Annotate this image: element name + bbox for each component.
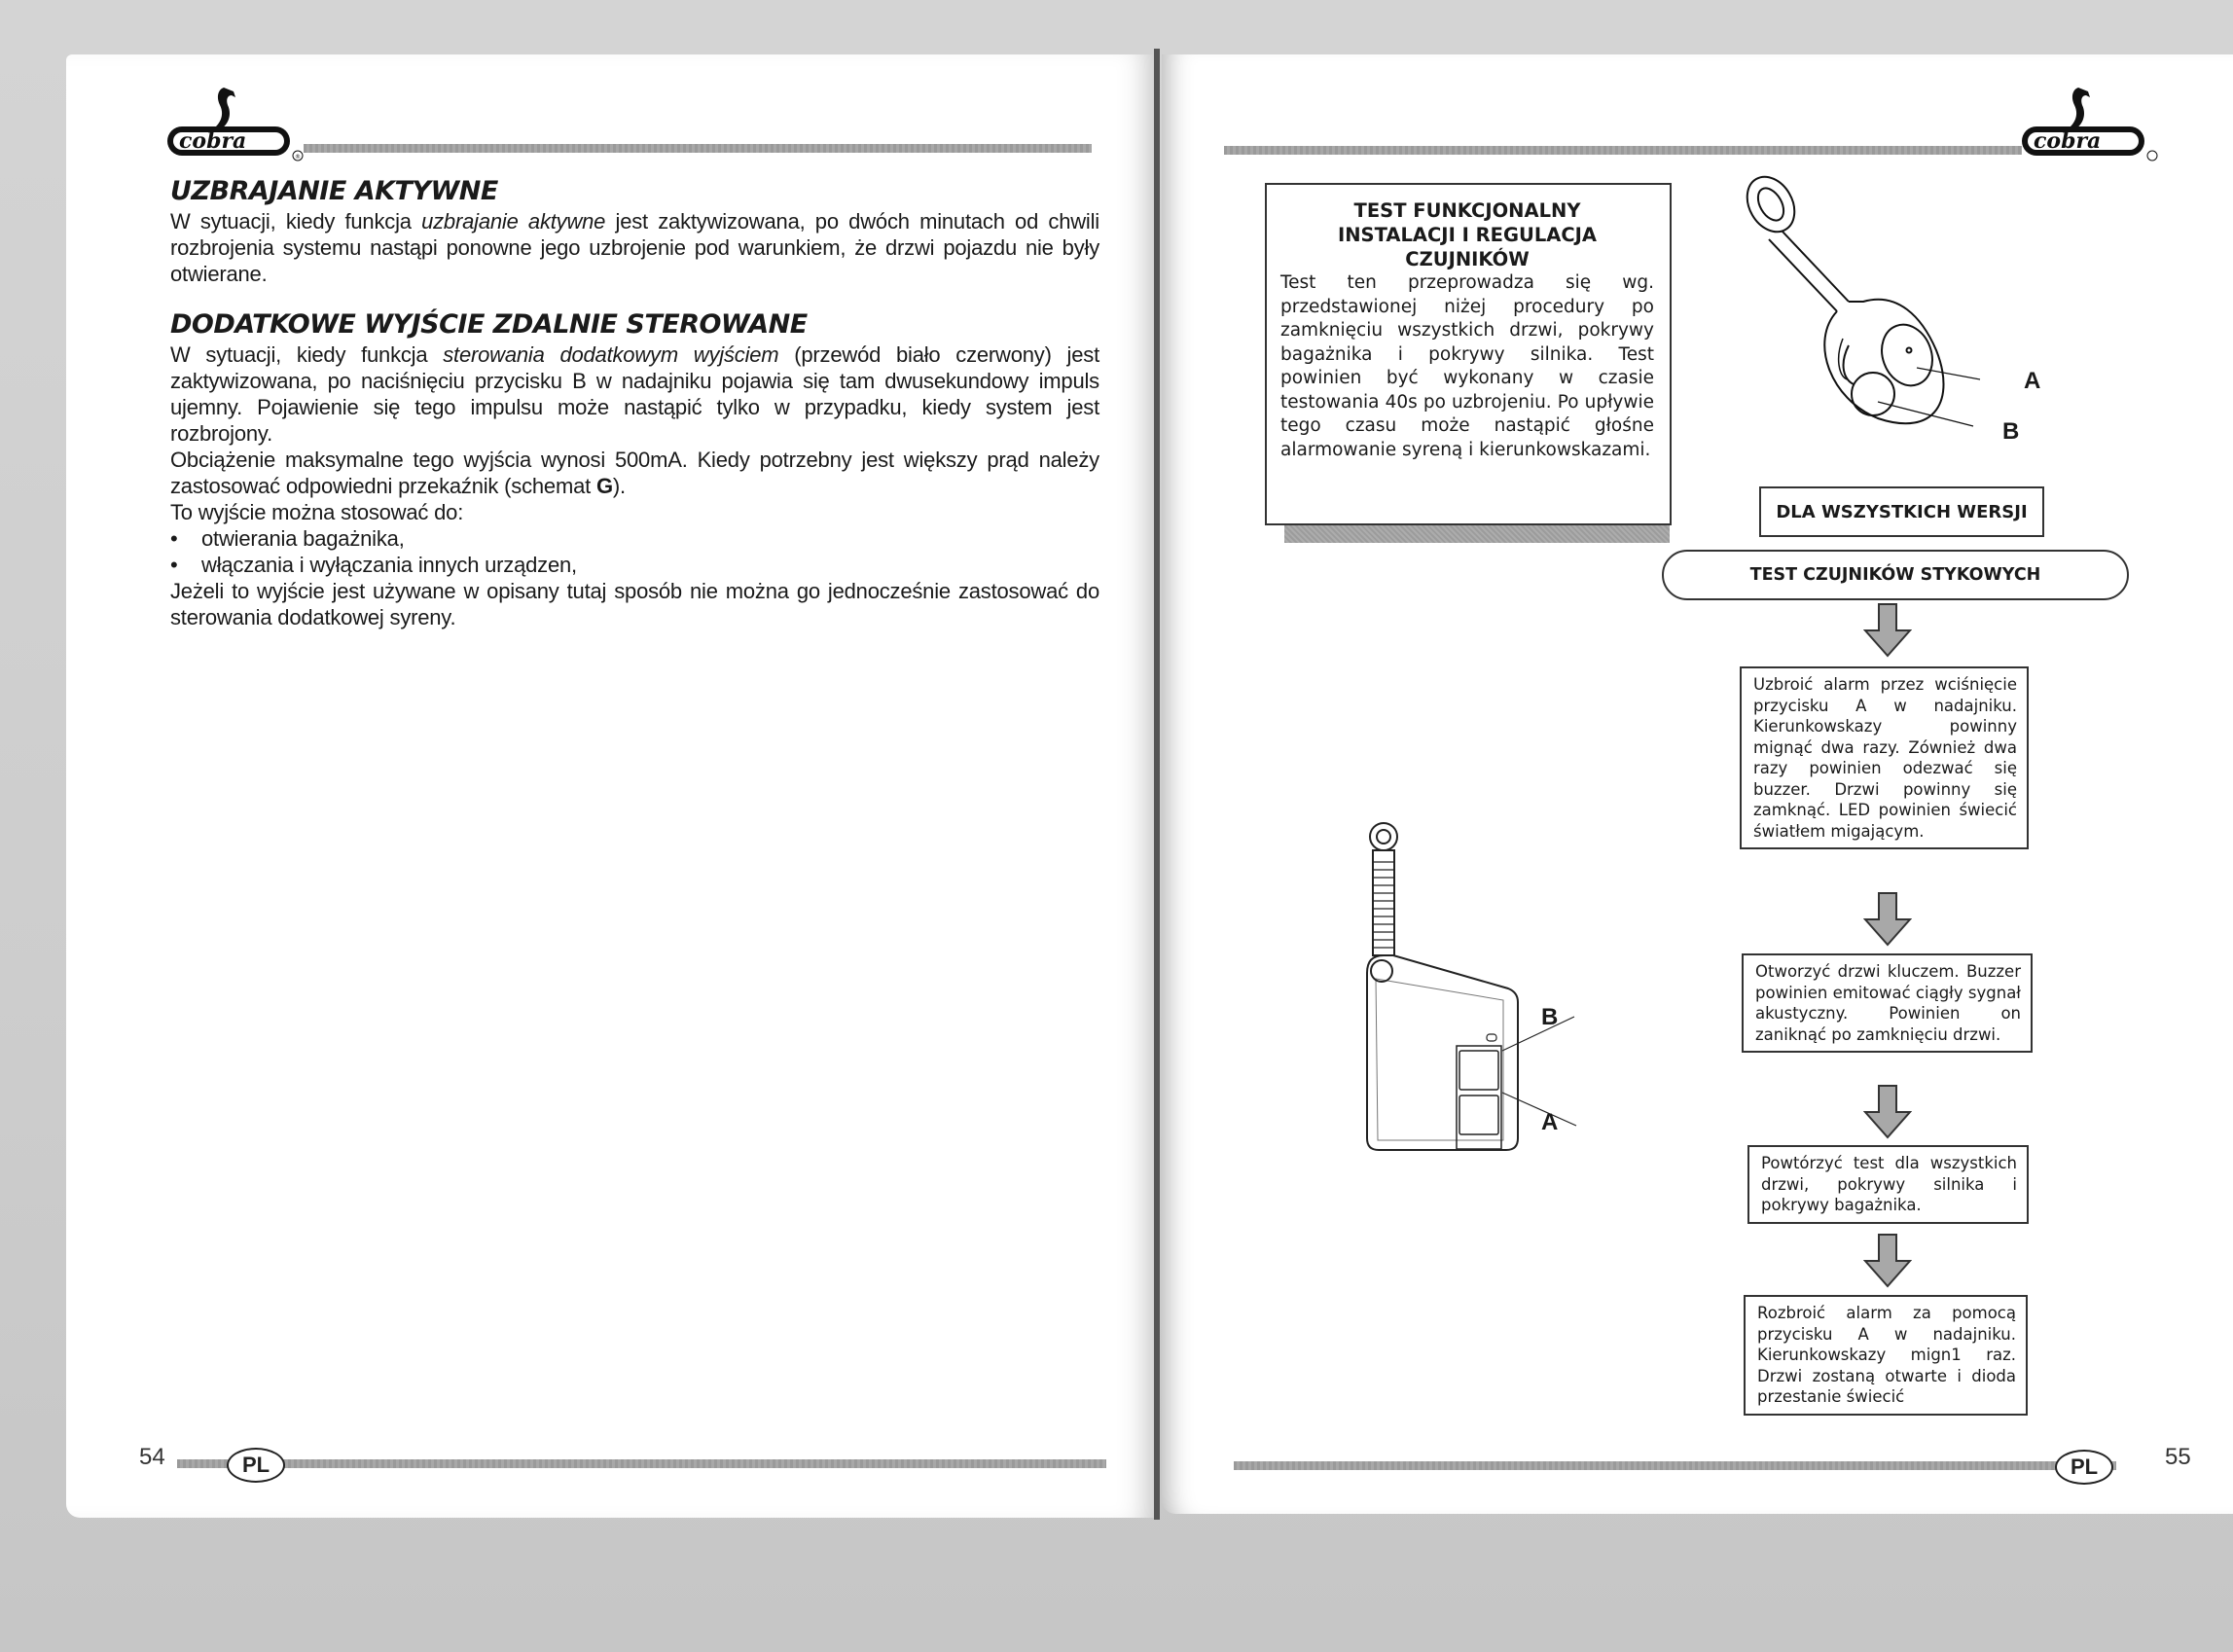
info-box-body: Test ten przeprowadza się wg. przedstawionej niżej procedury po zamknięciu wszystkich drzwi, pokrywy bagażnika i pokrywy silnika. Test powinien być wykonany w czasie testowania 40s po uzbrojeniu. Po upływie tego czasu może nastąpić głośne alarmowanie syreną i kierunkowskazami. [1280,272,1654,460]
list-item [170,525,1099,552]
list-item-text: otwierania bagażnika, [201,526,405,551]
cobra-logo [2018,84,2164,163]
page-number-left: 54 [139,1444,165,1470]
fob-leader-lines [1498,1007,1654,1133]
list-item-text: włączania i wyłączania innych urządzen, [201,553,577,577]
fob-label-a: A [1541,1109,1559,1135]
left-page-content [170,175,1099,630]
text: (przewód biało czerwony) jest zaktywizowana, po naciśnięciu przycisku B w nadajniku pojawia się tam dwusekundowy impuls ujemny. Pojawienie się tego impulsu może nastąpić tylko w przypadku, kiedy system jest rozbrojony. [170,342,1099,446]
schema-ref: G [595,474,613,498]
versions-label-text: DLA WSZYSTKICH WERSJI [1776,501,2028,522]
bullet-icon: • [170,526,178,551]
list-item [170,552,1099,578]
title-line: TEST FUNKCJONALNY [1353,199,1581,222]
step-4: Rozbroić alarm za pomocą przycisku A w nadajniku. Kierunkowskazy mign1 raz. Drzwi zostaną otwarte i dioda przestanie świecić [1744,1295,2028,1416]
svg-text:cobra: cobra [2034,128,2102,154]
text: W sytuacji, kiedy funkcja [170,342,444,367]
test-title-text: TEST CZUJNIKÓW STYKOWYCH [1749,565,2041,585]
title-line: INSTALACJI I REGULACJA [1337,224,1598,246]
footer-bar-right [1234,1461,2116,1470]
title-line: CZUJNIKÓW [1405,248,1530,270]
arrow-down-icon [1863,1234,1912,1288]
arrow-down-icon [1863,1085,1912,1139]
paragraph-zastosowanie: To wyjście można stosować do: [170,500,464,524]
language-badge-right: PL [2055,1450,2113,1485]
paragraph-sterowanie [170,341,1099,447]
heading-dodatkowe-wyjscie: DODATKOWE WYJŚCIE ZDALNIE STEROWANE [170,309,808,340]
cobra-logo [163,84,309,163]
header-bar-right [1224,146,2022,155]
arrow-down-icon [1863,892,1912,947]
key-label-b: B [2002,418,2020,445]
italic-term: sterowania dodatkowym wyjściem [443,342,779,367]
book-spine [1154,49,1160,1520]
text: Obciążenie maksymalne tego wyjścia wynosi 500mA. Kiedy potrzebny jest większy prąd należy zastosować odpowiedni przekaźnik (schemat [170,448,1099,498]
remote-key-illustration [1742,175,2034,457]
heading-uzbrajanie-aktywne: UZBRAJANIE AKTYWNE [170,176,498,206]
footer-bar-left [177,1459,1106,1468]
test-title-banner [1662,550,2129,600]
step-3: Powtórzyć test dla wszystkich drzwi, pokrywy silnika i pokrywy bagażnika. [1747,1145,2029,1224]
language-badge-left: PL [227,1448,285,1483]
page-number-right: 55 [2165,1444,2191,1470]
trademark: ® [295,154,301,161]
info-box-title [1280,198,1654,271]
text: jest zaktywizowana, po dwóch minutach od chwili rozbrojenia systemu nastąpi ponowne jego uzbrojenie pod warunkiem, że drzwi pojazdu nie były otwierane. [170,209,1099,286]
header-bar-left [304,144,1092,153]
step-1: Uzbroić alarm przez wciśnięcie przycisku A w nadajniku. Kierunkowskazy powinny mignąć dwa razy. Zównież dwa razy powinien odezwać się buzzer. Drzwi powinny się zamknąć. LED powinien świecić światłem migającym. [1740,666,2029,849]
paragraph-uwaga: Jeżeli to wyjście jest używane w opisany tutaj sposób nie można go jednocześnie zastosować do sterowania dodatkowej syreny. [170,579,1099,629]
paragraph-obciazenie [170,447,1099,499]
key-label-a: A [2024,368,2041,394]
step-2: Otworzyć drzwi kluczem. Buzzer powinien emitować ciągły sygnał akustyczny. Powinien on zaniknąć po zamknięciu drzwi. [1742,953,2033,1053]
arrow-down-icon [1863,603,1912,658]
versions-label [1759,486,2044,537]
svg-text:cobra: cobra [179,128,247,154]
text: W sytuacji, kiedy funkcja [170,209,422,233]
info-box [1265,183,1672,525]
paragraph-uzbrajanie [170,208,1099,287]
italic-term: uzbrajanie aktywne [421,209,606,233]
fob-label-b: B [1541,1004,1559,1030]
text: ). [612,474,626,498]
bullet-icon: • [170,553,178,577]
